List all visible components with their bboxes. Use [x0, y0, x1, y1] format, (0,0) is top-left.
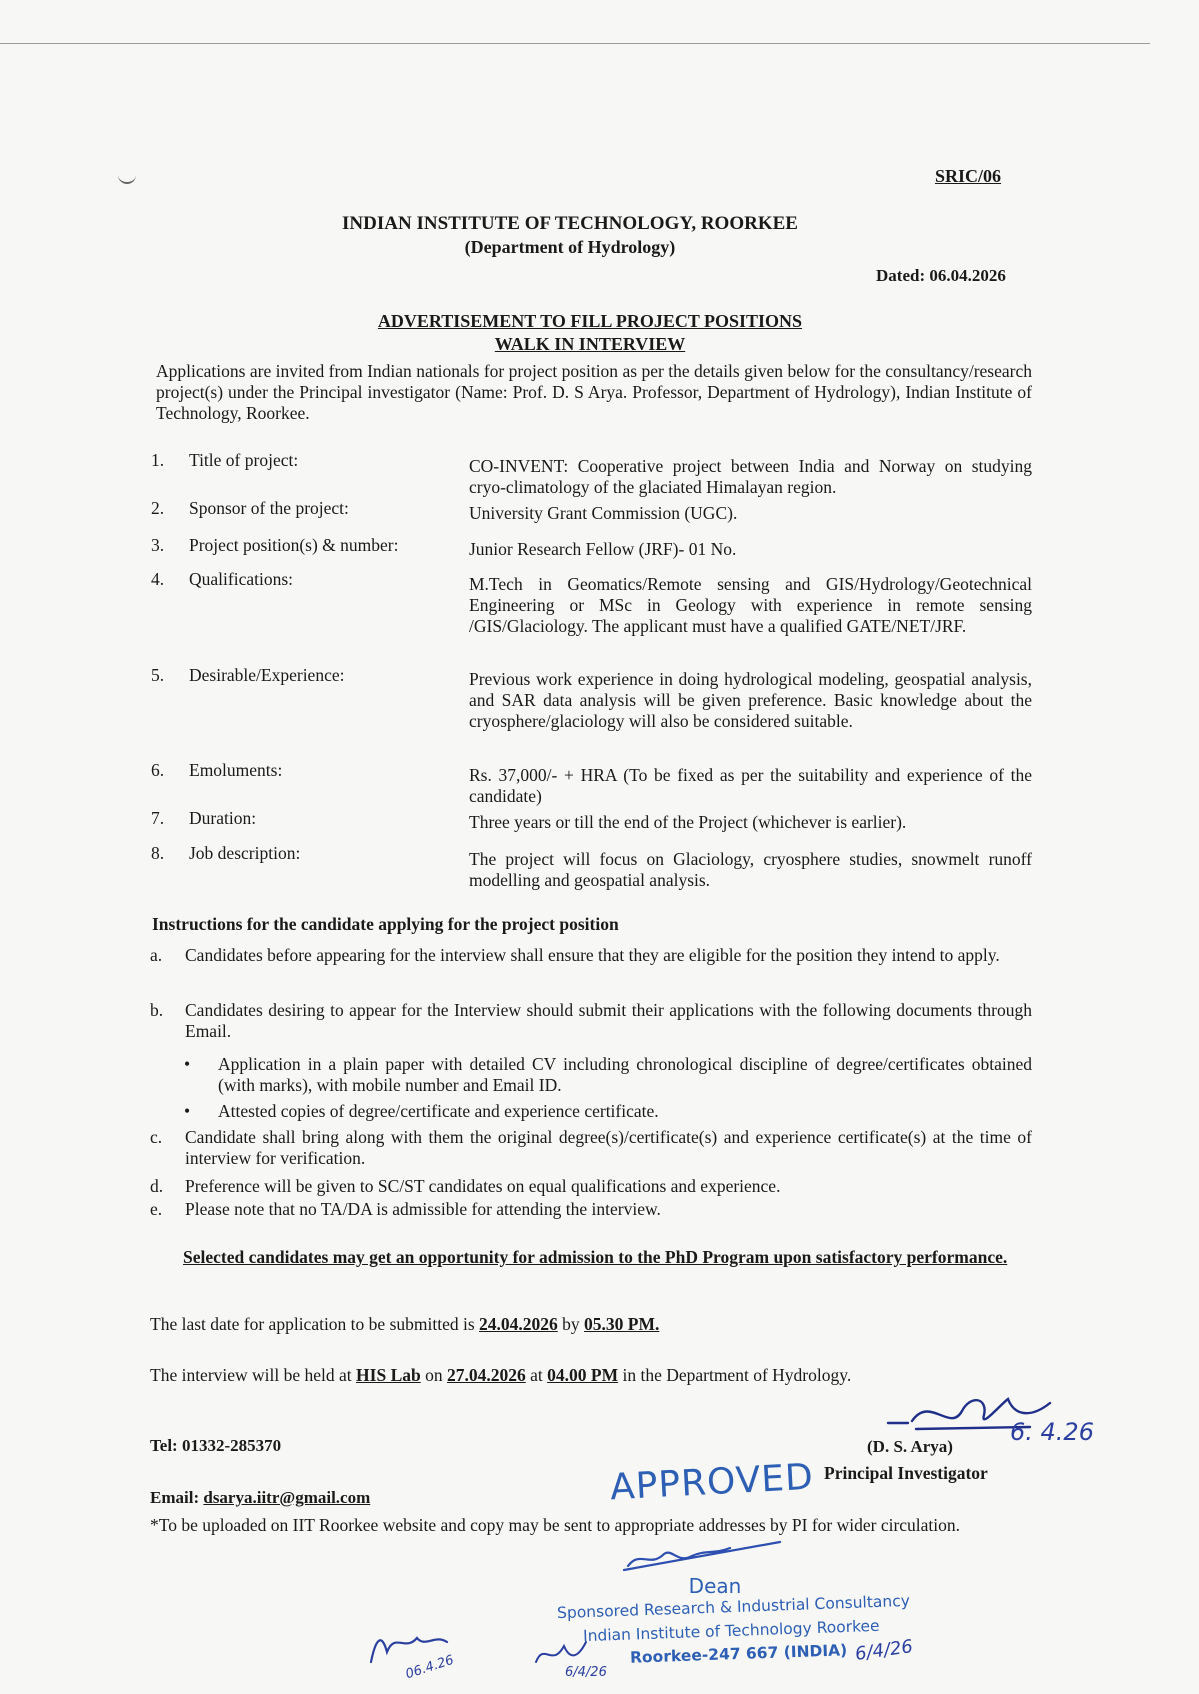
interview-at: at [525, 1365, 548, 1385]
email-link[interactable]: dsarya.iitr@gmail.com [203, 1488, 371, 1507]
detail-value: Rs. 37,000/- + HRA (To be fixed as per the suitability and experience of the candidate) [469, 765, 1032, 806]
interview-time: 04.00 PM [547, 1365, 619, 1385]
instruction-letter: c. [150, 1127, 163, 1147]
last-date-prefix: The last date for application to be submitted is [150, 1314, 480, 1334]
detail-label: Sponsor of the project: [189, 498, 349, 518]
initials-left-date: 06.4.26 [403, 1652, 456, 1683]
dated: Dated: 06.04.2026 [876, 266, 1006, 285]
signatory-name: (D. S. Arya) [867, 1437, 953, 1456]
detail-label: Desirable/Experience: [189, 665, 345, 685]
dean-stamp-line1: Sponsored Research & Industrial Consultancy [556, 1591, 911, 1623]
department-name: (Department of Hydrology) [464, 237, 676, 257]
bullet-icon: • [184, 1101, 191, 1121]
last-date-by: by [557, 1314, 585, 1334]
detail-value: The project will focus on Glaciology, cryosphere studies, snowmelt runoff modelling and geospatial analysis. [469, 849, 1032, 890]
approved-stamp: APPROVED [609, 1456, 815, 1509]
footnote: *To be uploaded on IIT Roorkee website and copy may be sent to appropriate addresses by PI for wider circulation. [150, 1515, 961, 1535]
instruction-text: Preference will be given to SC/ST candidates on equal qualifications and experience. [185, 1176, 781, 1196]
dean-stamp-line2: Indian Institute of Technology Roorkee [582, 1616, 880, 1646]
email-label: Email: [150, 1488, 204, 1507]
scan-mark [118, 172, 136, 184]
reference-code: SRIC/06 [935, 166, 1002, 186]
interview-venue: HIS Lab [356, 1365, 421, 1385]
instruction-text: Please note that no TA/DA is admissible for attending the interview. [185, 1199, 661, 1219]
scan-top-rule [0, 43, 1150, 44]
detail-number: 3. [151, 535, 165, 555]
detail-label: Job description: [189, 843, 301, 863]
bullet-icon: • [184, 1054, 191, 1074]
instruction-letter: e. [150, 1199, 163, 1219]
dean-stamp-line3: Roorkee-247 667 (INDIA) [629, 1641, 848, 1667]
pi-signature-date: 6. 4.26 [1010, 1418, 1094, 1446]
detail-label: Project position(s) & number: [189, 535, 399, 555]
detail-number: 6. [151, 760, 165, 780]
dean-stamp-title: Dean [688, 1574, 742, 1598]
interview-date: 27.04.2026 [446, 1365, 526, 1385]
instruction-letter: b. [150, 1000, 164, 1020]
advert-subtitle: WALK IN INTERVIEW [494, 334, 686, 354]
initials-mid-date: 6/4/26 [565, 1665, 607, 1680]
advert-intro: Applications are invited from Indian nationals for project position as per the details given below for the consultancy/research project(s) under the Principal investigator (Name: Prof. D. S Arya. Professor, Department of Hydrology), Indian Institute of Technology, Roorkee. [156, 361, 1032, 423]
instruction-bullet: Attested copies of degree/certificate and experience certificate. [218, 1101, 659, 1121]
detail-label: Qualifications: [189, 569, 294, 589]
instruction-bullet: Application in a plain paper with detailed CV including chronological discipline of degree/certificates obtained (with marks), with mobile number and Email ID. [218, 1054, 1032, 1095]
interview-prefix: The interview will be held at [150, 1365, 357, 1385]
detail-value: Three years or till the end of the Project (whichever is earlier). [469, 812, 907, 832]
detail-value: Junior Research Fellow (JRF)- 01 No. [469, 539, 737, 559]
detail-value: CO-INVENT: Cooperative project between India and Norway on studying cryo-climatology of the glaciated Himalayan region. [469, 456, 1032, 497]
detail-number: 2. [151, 498, 165, 518]
detail-label: Title of project: [189, 450, 299, 470]
last-date-line [150, 1314, 659, 1335]
dean-signature [620, 1536, 790, 1576]
telephone: Tel: 01332-285370 [150, 1436, 282, 1455]
advert-title: ADVERTISEMENT TO FILL PROJECT POSITIONS [377, 311, 803, 331]
interview-line [150, 1365, 851, 1386]
detail-value: Previous work experience in doing hydrological modeling, geospatial analysis, and SAR data analysis will be given preference. Basic knowledge about the cryosphere/glaciology will also be considered suitable. [469, 669, 1032, 731]
detail-label: Emoluments: [189, 760, 283, 780]
interview-on: on [420, 1365, 447, 1385]
detail-number: 5. [151, 665, 165, 685]
phd-opportunity-note: Selected candidates may get an opportunity for admission to the PhD Program upon satisfactory performance. [183, 1247, 1008, 1267]
instruction-text: Candidates before appearing for the interview shall ensure that they are eligible for the position they intend to apply. [185, 945, 1000, 965]
interview-suffix: in the Department of Hydrology. [618, 1365, 852, 1385]
last-date-time: 05.30 PM. [584, 1314, 660, 1334]
detail-value: M.Tech in Geomatics/Remote sensing and GIS/Hydrology/Geotechnical Engineering or MSc in Geology with experience in remote sensing /GIS/Glaciology. The applicant must have a qualified GATE/NET/JRF. [469, 574, 1032, 636]
detail-value: University Grant Commission (UGC). [469, 503, 738, 523]
initials-right-date: 6/4/26 [853, 1636, 915, 1665]
last-date-value: 24.04.2026 [479, 1314, 558, 1334]
detail-number: 1. [151, 450, 165, 470]
institute-name: INDIAN INSTITUTE OF TECHNOLOGY, ROORKEE [342, 213, 798, 234]
detail-number: 4. [151, 569, 165, 589]
instruction-text: Candidates desiring to appear for the Interview should submit their applications with the following documents through Email. [185, 1000, 1032, 1041]
detail-number: 8. [151, 843, 165, 863]
email-line [150, 1488, 370, 1508]
instruction-letter: d. [150, 1176, 164, 1196]
instruction-text: Candidate shall bring along with them the original degree(s)/certificate(s) and experience certificate(s) at the time of interview for verification. [185, 1127, 1032, 1168]
detail-number: 7. [151, 808, 165, 828]
instructions-heading: Instructions for the candidate applying for the project position [152, 914, 619, 934]
signatory-title: Principal Investigator [824, 1463, 988, 1483]
detail-label: Duration: [189, 808, 257, 828]
instruction-letter: a. [150, 945, 163, 965]
